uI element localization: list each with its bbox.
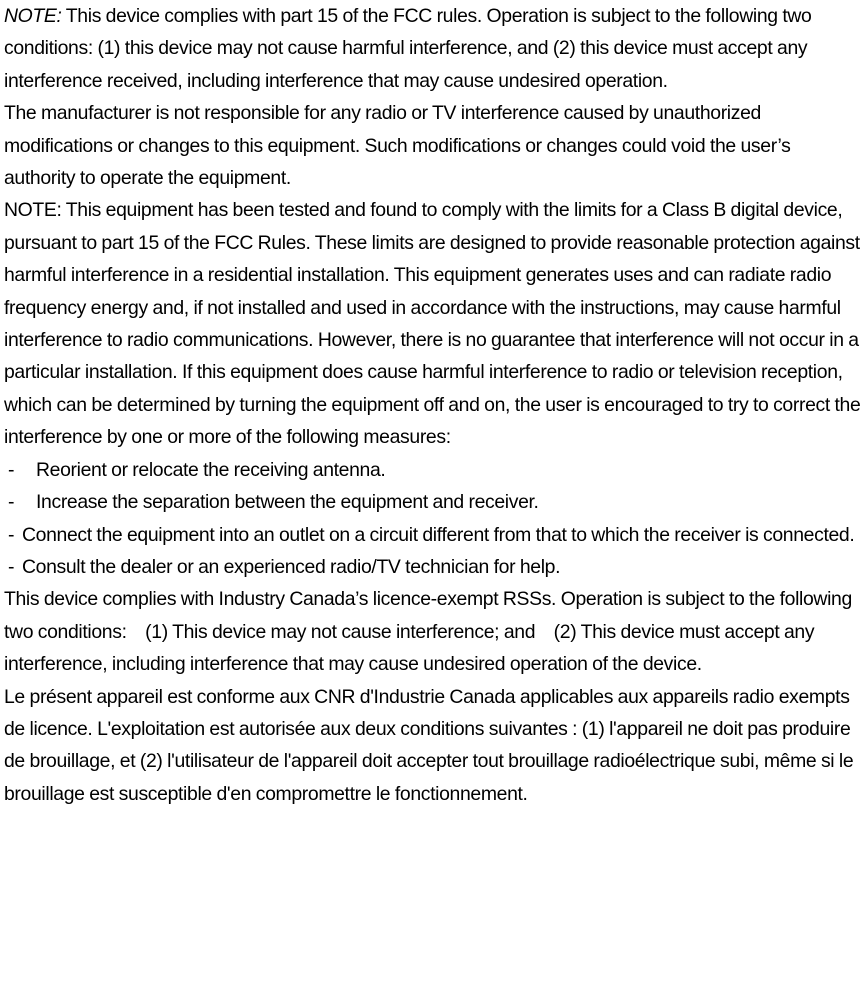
class-b-note-paragraph: NOTE: This equipment has been tested and found to comply with the limits for a Class B digital device, pursuant to part 15 of the FCC Rules. These limits are designed to provide reasonable protection against harmful interference in a residential installation. This equipment generates uses and can radiate radio frequency energy and, if not installed and used in accordance with the instructions, may cause harmful interference to radio communications. However, there is no guarantee that interference will not occur in a particular installation. If this equipment does cause harmful interference to radio or television reception, which can be determined by turning the equipment off and on, the user is encouraged to try to correct the interference by one or more of the following measures:: [4, 199, 861, 449]
note-label: NOTE:: [4, 5, 62, 27]
fcc-intro-text: This device complies with part 15 of the FCC rules. Operation is subject to the following two conditions: (1) this device may not cause harmful interference, and (2) this device must accept any interference received, including interference that may cause undesired operation.: [4, 5, 812, 92]
manufacturer-note-paragraph: The manufacturer is not responsible for any radio or TV interference caused by unauthorized modifications or changes to this equipment. Such modifications or changes could void the user’s authority to operate the equipment.: [4, 102, 791, 190]
ic-statement-fr-paragraph: Le présent appareil est conforme aux CNR d'Industrie Canada applicables aux appareils radio exempts de licence. L'exploitation est autorisée aux deux conditions suivantes : (1) l'appareil ne doit pas produire de brouillage, et (2) l'utilisateur de l'appareil doit accepter tout brouillage radioélectrique subi, même si le brouillage est susceptible d'en compromettre le fonctionnement.: [4, 685, 854, 805]
measure-item: [4, 454, 863, 486]
measure-text: Connect the equipment into an outlet on a circuit different from that to which the receiver is connected.: [22, 523, 855, 546]
ic-statement-paragraph: This device complies with Industry Canada’s licence-exempt RSSs. Operation is subject to the following two conditions: (1) This device may not cause interference; and (2) This device must accept any interference, including interference that may cause undesired operation of the device.: [4, 588, 857, 676]
dash-marker: -: [8, 555, 15, 578]
measure-item: [4, 486, 863, 518]
measure-text: Reorient or relocate the receiving antenna.: [36, 458, 386, 481]
fcc-intro-paragraph: [4, 0, 863, 97]
measure-text: Consult the dealer or an experienced radio/TV technician for help.: [22, 555, 561, 578]
dash-marker: -: [8, 491, 15, 514]
measure-item: [4, 551, 863, 583]
measure-item: [4, 519, 863, 551]
measure-text: Increase the separation between the equipment and receiver.: [36, 491, 539, 514]
dash-marker: -: [8, 523, 15, 546]
dash-marker: -: [8, 458, 15, 481]
